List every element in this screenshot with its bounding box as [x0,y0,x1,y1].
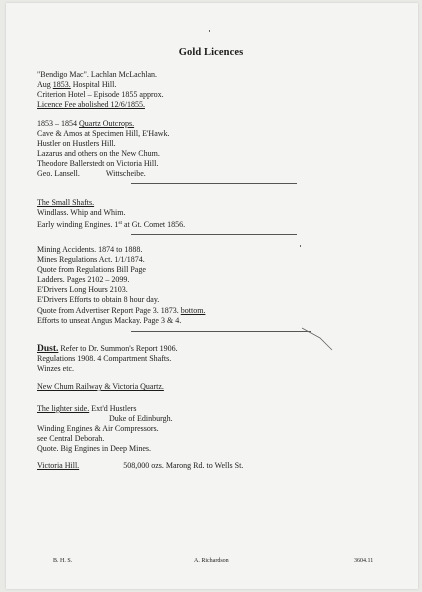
section-quartz-outcrops [37,119,170,180]
section-small-shafts [37,198,185,230]
pen-stroke-mark [300,324,336,352]
text-line: Winzes etc. [37,364,74,374]
text-line: Regulations 1908. 4 Compartment Shafts. [37,354,172,364]
footer-reference: 3604.11 [354,558,374,564]
text-line: Cave & Amos at Specimen Hill, E'Hawk. [37,129,170,139]
text-line: Windlass. Whip and Whim. [37,208,126,218]
text-line: Geo. Lansell. Wittscheibe. [37,169,146,179]
stray-mark [209,30,210,32]
text-line: The lighter side. Ext'd Hustlers [37,404,137,413]
text-line: Victoria Hill. 508,000 ozs. Marong Rd. to Wells St. [37,461,244,470]
text-line: Licence Fee abolished 12/6/1855. [37,100,145,110]
text-line: Mining Accidents. 1874 to 1888. [37,245,143,254]
text-line: Winding Engines & Air Compressors. [37,424,159,434]
section-bendigo-mac [37,70,164,110]
text-line: Mines Regulations Act. 1/1/1874. [37,255,145,265]
footer-author: A. Richardson [194,558,229,564]
text-line: Hustler on Hustlers Hill. [37,139,116,149]
text-line: E'Drivers Efforts to obtain 8 hour day. [37,295,160,305]
divider [131,234,297,235]
stray-mark [300,245,301,247]
section-dust [37,344,178,374]
text-line: Ladders. Pages 2102 – 2099. [37,275,130,285]
divider [131,183,297,184]
text-line: Duke of Edinburgh. [109,414,173,424]
text-line: see Central Deborah. [37,434,105,444]
divider [131,331,311,332]
text-line: Quote from Regulations Bill Page [37,265,146,275]
text-line: Quote from Advertiser Report Page 3. 1873. bottom. [37,305,206,315]
text-line: Theodore Ballerstedt on Victoria Hill. [37,159,159,169]
text-line: Lazarus and others on the New Chum. [37,149,160,159]
section-lighter-side [37,404,173,454]
text-line: Dust. Refer to Dr. Summon's Report 1906. [37,344,178,354]
text-line: E'Drivers Long Hours 2103. [37,285,128,295]
text-line: Criterion Hotel – Episode 1855 approx. [37,90,164,100]
footer-left: B. H. S. [53,558,73,564]
text-line: Quote. Big Engines in Deep Mines. [37,444,151,454]
text-line: "Bendigo Mac". Lachlan McLachlan. [37,70,158,79]
section-new-chum-railway [37,382,164,392]
text-line: 1853 – 1854 Quartz Outcrops. [37,119,135,128]
text-line: The Small Shafts. [37,198,95,207]
text-line: Aug 1853. Hospital Hill. [37,80,117,90]
page-title: Gold Licences [178,47,244,58]
text-line: New Chum Railway & Victoria Quartz. [37,382,164,391]
section-victoria-hill [37,461,243,471]
text-line: Efforts to unseat Angus Mackay. Page 3 & 4. [37,315,182,325]
text-line: Early winding Engines. 1st at Gt. Comet 1856. [37,220,186,230]
section-mining-accidents [37,245,205,326]
